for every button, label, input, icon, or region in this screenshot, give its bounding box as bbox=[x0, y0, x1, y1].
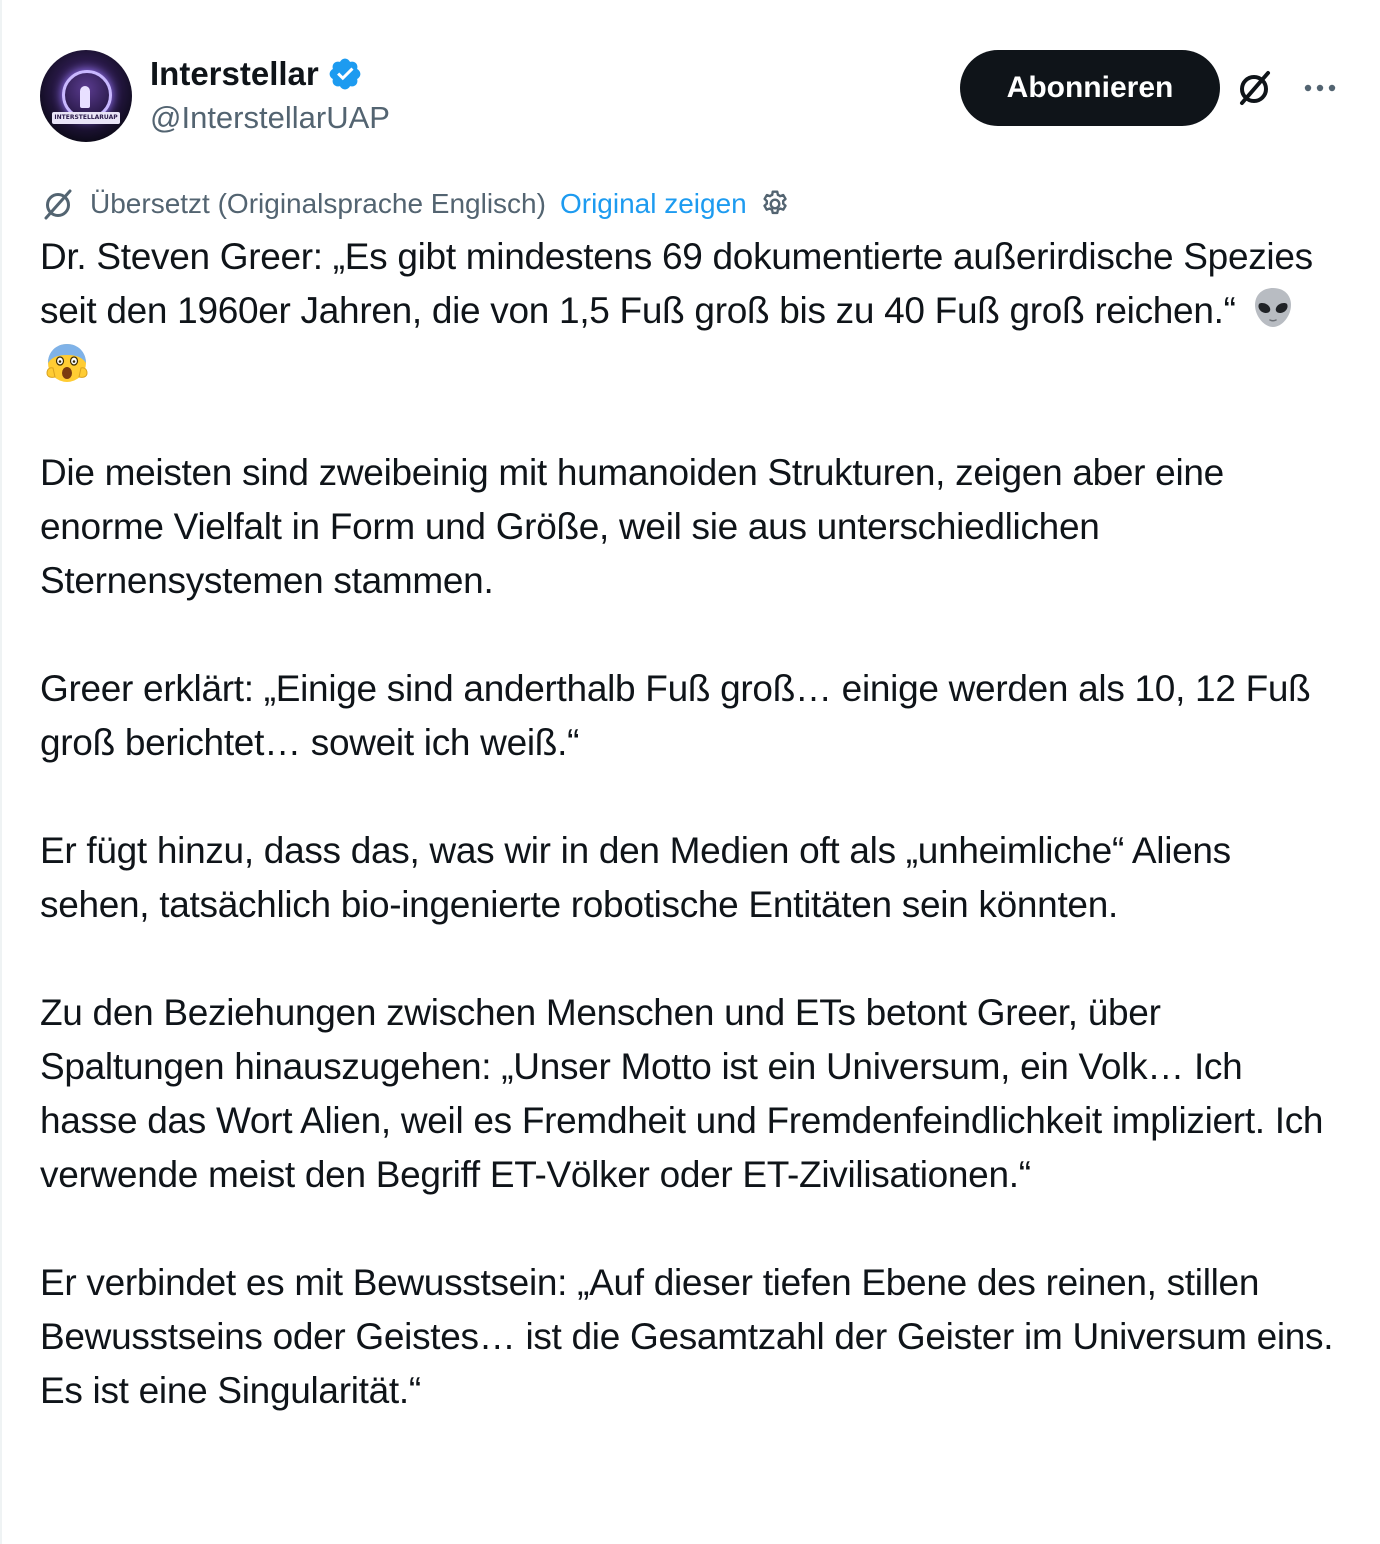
show-original-link[interactable]: Original zeigen bbox=[559, 188, 747, 219]
tweet-paragraph: Zu den Beziehungen zwischen Menschen und ETs betont Greer, über Spaltungen hinauszugehen: „Unser Motto ist ein Universum, ein Volk… Ich hasse das Wort Alien, weil es Fremdheit und Fremdenfeindlichkeit impliziert. Ich verwende meist den Begriff ET-Völker oder ET-Zivilisationen.“ bbox=[40, 992, 1334, 1195]
tweet-paragraph: Er verbindet es mit Bewusstsein: „Auf dieser tiefen Ebene des reinen, stillen Bewusstseins oder Geistes… ist die Gesamtzahl der Geister im Universum eins. Es ist eine Singularität.“ bbox=[40, 1262, 1344, 1411]
display-name[interactable]: Interstellar bbox=[150, 55, 319, 92]
avatar-banner: INTERSTELLARUAP bbox=[52, 112, 120, 124]
tweet-paragraph: Die meisten sind zweibeinig mit humanoiden Strukturen, zeigen aber eine enorme Vielfalt in Form und Größe, weil sie aus unterschiedlichen Sternensystemen stammen. bbox=[40, 452, 1234, 601]
grok-icon[interactable] bbox=[1234, 68, 1274, 108]
handle[interactable]: @InterstellarUAP bbox=[150, 100, 390, 135]
tweet-paragraph bbox=[40, 230, 1340, 392]
more-icon[interactable] bbox=[1300, 70, 1340, 106]
name-row bbox=[150, 52, 363, 96]
settings-gear-icon[interactable] bbox=[759, 188, 791, 220]
tweet-paragraph-text: Dr. Steven Greer: „Es gibt mindestens 69 dokumentierte außerirdische Spezies seit den 1960er Jahren, die von 1,5 Fuß groß bis zu 40 Fuß groß reichen.“ bbox=[40, 236, 1323, 331]
translated-label: Übersetzt (Originalsprache Englisch) bbox=[90, 188, 546, 219]
screaming-face-emoji bbox=[44, 339, 90, 385]
verified-badge-icon[interactable] bbox=[327, 56, 363, 92]
alien-emoji bbox=[1250, 285, 1296, 331]
subscribe-button[interactable]: Abonnieren bbox=[960, 50, 1220, 126]
translation-row bbox=[40, 184, 791, 224]
tweet-header bbox=[40, 50, 1340, 146]
tweet-paragraph: Er fügt hinzu, dass das, was wir in den Medien oft als „unheimliche“ Aliens sehen, tatsächlich bio-ingenierte robotische Entitäten sein könnten. bbox=[40, 830, 1241, 925]
translate-icon bbox=[40, 186, 76, 222]
avatar-figure bbox=[80, 86, 90, 108]
tweet-text bbox=[40, 230, 1344, 1418]
left-border bbox=[0, 0, 2, 1544]
tweet-paragraph: Greer erklärt: „Einige sind anderthalb Fuß groß… einige werden als 10, 12 Fuß groß berichtet… soweit ich weiß.“ bbox=[40, 668, 1321, 763]
avatar[interactable] bbox=[40, 50, 132, 142]
